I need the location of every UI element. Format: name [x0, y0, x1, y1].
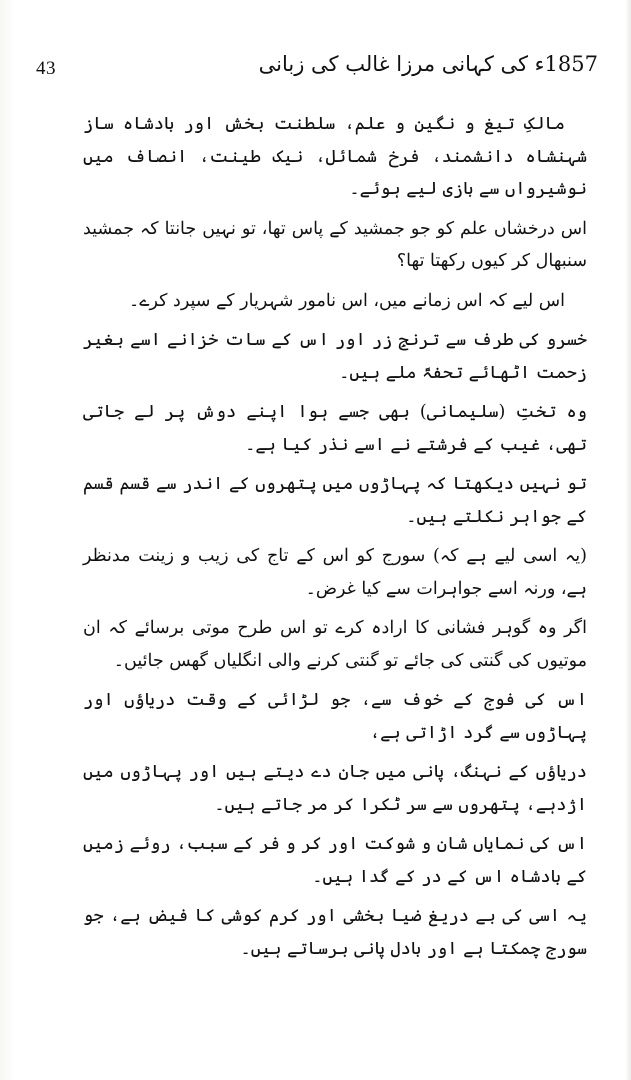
paragraph: مالکِ تیغ و نگین و علم، سلطنت بخش اور بادشاہ ساز شہنشاہ دانشمند، فرخ شمائل، نیک طینت، انصاف میں نوشیرواں سے بازی لیے ہوئے۔: [83, 114, 587, 199]
paragraph: (یہ اسی لیے ہے کہ) سورج کو اس کے تاج کی زیب و زینت مدنظر ہے، ورنہ اسے جواہرات سے کیا غرض۔: [83, 546, 587, 599]
paragraph: اس کی فوج کے خوف سے، جو لڑائی کے وقت دریاؤں اور پہاڑوں سے گرد اڑاتی ہے،: [83, 690, 587, 743]
running-title: 1857ء کی کہانی مرزا غالب کی زبانی: [258, 52, 598, 76]
paragraph: اس درخشاں علم کو جو جمشید کے پاس تھا، تو نہیں جانتا کہ جمشید سنبھال کر کیوں رکھتا تھا؟: [83, 218, 587, 271]
paragraph: اگر وہ گوہر فشانی کا ارادہ کرے تو اس طرح موتی برسائے کہ ان موتیوں کی گنتی کی جائے تو گنتی کرنے والی انگلیاں گھس جائیں۔: [83, 618, 588, 671]
paragraph: اس کی نمایاں شان و شوکت اور کر و فر کے سبب، روئے زمیں کے بادشاہ اس کے در کے گدا ہیں۔: [83, 834, 587, 887]
paragraph: وہ تختِ (سلیمانی) بھی جسے ہوا اپنے دوش پر لے جاتی تھی، غیب کے فرشتے نے اسے نذر کیا ہے۔: [83, 402, 587, 455]
paragraph: یہ اسی کی بے دریغ ضیا بخشی اور کرم کوشی کا فیض ہے، جو سورج چمکتا ہے اور بادل پانی برساتے ہیں۔: [83, 906, 587, 959]
paragraph: تو نہیں دیکھتا کہ پہاڑوں میں پتھروں کے اندر سے قسم قسم کے جواہر نکلتے ہیں۔: [83, 474, 587, 527]
paragraph: دریاؤں کے نہنگ، پانی میں جان دے دیتے ہیں اور پہاڑوں میں اژدہے، پتھروں سے سر ٹکرا کر مر جاتے ہیں۔: [83, 762, 587, 815]
paragraph: اس لیے کہ اس زمانے میں، اس نامور شہریار کے سپرد کرے۔: [129, 290, 565, 311]
page-number: 43: [36, 58, 56, 79]
page-header: [36, 52, 598, 92]
page-body: [83, 108, 587, 972]
paragraph: خسرو کی طرف سے ترنجِ زر اور اس کے سات خزانے اسے بغیر زحمت اٹھائے تحفۃً ملے ہیں۔: [83, 330, 587, 383]
